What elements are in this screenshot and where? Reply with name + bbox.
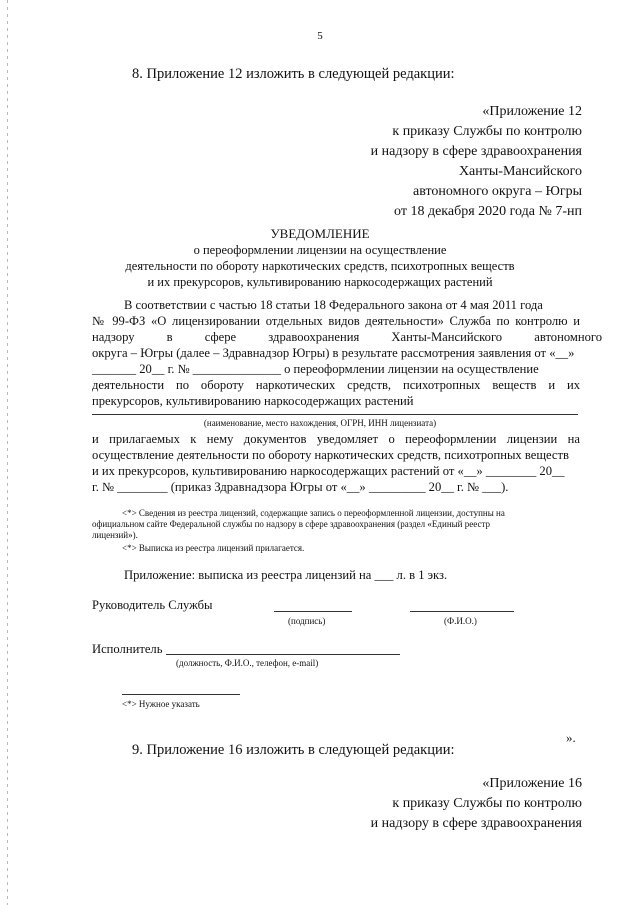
footnote-separator (122, 694, 240, 695)
body-line-11: г. № ________ (приказ Здравнадзора Югры от «__» _________ 20__ г. № ___). (92, 480, 509, 494)
note-1-line-2: официальном сайте Федеральной службы по надзору в сфере здравоохранения (раздел «Единый реестр (92, 519, 490, 529)
fio-line (410, 611, 514, 612)
footnote: <*> Нужное указать (122, 699, 200, 709)
header12-line6: от 18 декабря 2020 года № 7-нп (394, 204, 582, 219)
executor-line (166, 654, 400, 655)
signature-caption: (подпись) (288, 616, 326, 626)
attachment-line: Приложение: выписка из реестра лицензий на ___ л. в 1 экз. (124, 568, 448, 582)
header12-line1: «Приложение 12 (482, 104, 582, 119)
notice-title: УВЕДОМЛЕНИЕ (270, 226, 370, 241)
header12-line3: и надзору в сфере здравоохранения (370, 144, 582, 159)
licensee-line (92, 414, 578, 415)
note-1-line-1: <*> Сведения из реестра лицензий, содержащие запись о переоформленной лицензии, доступны на (122, 508, 505, 518)
executor-caption: (должность, Ф.И.О., телефон, e-mail) (176, 658, 319, 668)
body-line-9: осуществление деятельности по обороту наркотических средств, психотропных веществ (92, 448, 569, 462)
note-1-line-3: лицензий»). (92, 530, 138, 540)
fio-caption: (Ф.И.О.) (444, 616, 477, 626)
body-line-2: № 99-ФЗ «О лицензировании отдельных видов деятельности» Служба по контролю и (92, 314, 580, 328)
header12-line5: автономного округа – Югры (413, 184, 582, 199)
body-line-8: и прилагаемых к нему документов уведомляет о переоформлении лицензии на (92, 432, 580, 446)
closing-quote: ». (566, 730, 576, 745)
header16-line1: «Приложение 16 (482, 776, 582, 791)
body-line-4: округа – Югры (далее – Здравнадзор Югры) в результате рассмотрения заявления от «__» (92, 346, 575, 360)
body-line-10: и их прекурсоров, культивированию наркосодержащих растений от «__» ________ 20__ (92, 464, 565, 478)
body-line-5: _______ 20__ г. № ______________ о переоформлении лицензии на осуществление (92, 362, 539, 376)
page-number: 5 (317, 30, 323, 42)
body-line-3: надзору в сфере здравоохранения Ханты-Мансийского автономного (92, 330, 603, 344)
head-of-service: Руководитель Службы (92, 598, 213, 612)
body-line-7: прекурсоров, культивированию наркосодержащих растений (92, 394, 414, 408)
scan-edge (7, 0, 8, 905)
header12-line4: Ханты-Мансийского (458, 164, 582, 179)
body-line-1: В соответствии с частью 18 статьи 18 Федерального закона от 4 мая 2011 года (124, 298, 543, 312)
notice-subtitle-1: о переоформлении лицензии на осуществление (193, 243, 447, 257)
signature-line (274, 611, 352, 612)
header12-line2: к приказу Службы по контролю (392, 124, 582, 139)
notice-subtitle-2: деятельности по обороту наркотических средств, психотропных веществ (125, 259, 515, 273)
item-8-heading: 8. Приложение 12 изложить в следующей редакции: (132, 66, 455, 82)
note-2: <*> Выписка из реестра лицензий прилагается. (122, 543, 305, 553)
licensee-caption: (наименование, место нахождения, ОГРН, ИНН лицензиата) (203, 418, 437, 428)
header16-line2: к приказу Службы по контролю (392, 796, 582, 811)
header16-line3: и надзору в сфере здравоохранения (370, 816, 582, 831)
notice-subtitle-3: и их прекурсоров, культивированию наркосодержащих растений (147, 275, 493, 289)
item-9-heading: 9. Приложение 16 изложить в следующей редакции: (132, 742, 455, 758)
executor-label: Исполнитель (92, 642, 163, 656)
body-line-6: деятельности по обороту наркотических средств, психотропных веществ и их (92, 378, 580, 392)
